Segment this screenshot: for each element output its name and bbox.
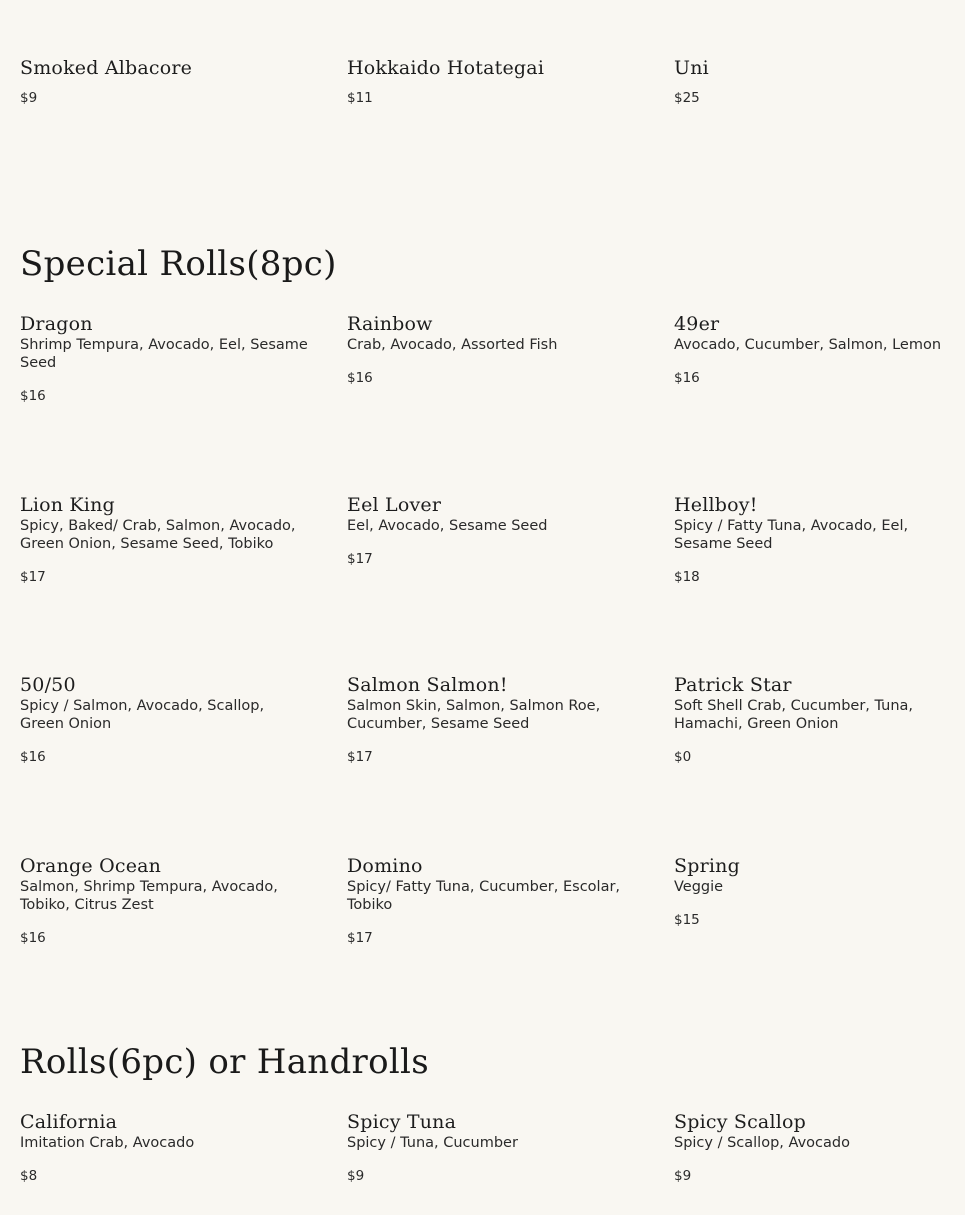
- item-name: Orange Ocean: [20, 855, 162, 877]
- menu-item: [674, 312, 959, 387]
- menu-item: [347, 493, 637, 568]
- item-price: $16: [20, 930, 46, 946]
- item-name: Hokkaido Hotategai: [347, 57, 545, 79]
- item-name: Smoked Albacore: [20, 57, 193, 79]
- item-name: Uni: [674, 57, 709, 79]
- menu-item: [347, 312, 637, 387]
- menu-item: [347, 1110, 637, 1185]
- item-price: $11: [347, 90, 373, 106]
- item-price: $8: [20, 1168, 38, 1184]
- item-name: Spicy Scallop: [674, 1111, 807, 1133]
- menu-item: [20, 493, 310, 586]
- item-description: Salmon, Shrimp Tempura, Avocado, Tobiko, Citrus Zest: [20, 879, 278, 913]
- menu-item: [347, 673, 637, 766]
- item-name: California: [20, 1111, 118, 1133]
- item-price: $17: [347, 551, 373, 567]
- item-description: Salmon Skin, Salmon, Salmon Roe, Cucumber, Sesame Seed: [347, 698, 601, 732]
- item-description: Eel, Avocado, Sesame Seed: [347, 518, 548, 534]
- section-title-special-rolls: Special Rolls(8pc): [20, 244, 337, 284]
- item-name: 49er: [674, 313, 720, 335]
- item-description: Soft Shell Crab, Cucumber, Tuna, Hamachi, Green Onion: [674, 698, 914, 732]
- item-name: Domino: [347, 855, 423, 877]
- menu-item: [20, 1110, 310, 1185]
- item-description: Spicy / Tuna, Cucumber: [347, 1135, 518, 1151]
- item-description: Spicy / Fatty Tuna, Avocado, Eel, Sesame Seed: [674, 518, 909, 552]
- item-description: Crab, Avocado, Assorted Fish: [347, 337, 558, 353]
- menu-item: [20, 312, 310, 405]
- item-description: Imitation Crab, Avocado: [20, 1135, 195, 1151]
- item-description: Spicy / Salmon, Avocado, Scallop, Green Onion: [20, 698, 265, 732]
- item-name: Hellboy!: [674, 494, 758, 516]
- item-description: Veggie: [674, 879, 724, 895]
- item-price: $25: [674, 90, 700, 106]
- menu-item: [674, 854, 959, 929]
- section-title-rolls: Rolls(6pc) or Handrolls: [20, 1042, 429, 1082]
- item-price: $9: [674, 1168, 692, 1184]
- item-name: 50/50: [20, 674, 76, 696]
- item-price: $17: [347, 930, 373, 946]
- menu-item: [674, 1110, 959, 1185]
- item-price: $18: [674, 569, 700, 585]
- item-price: $16: [674, 370, 700, 386]
- item-price: $0: [674, 749, 692, 765]
- item-name: Rainbow: [347, 313, 433, 335]
- item-name: Dragon: [20, 313, 93, 335]
- menu-item: [674, 56, 959, 107]
- item-price: $16: [20, 388, 46, 404]
- item-name: Eel Lover: [347, 494, 442, 516]
- menu-item: [674, 673, 959, 766]
- menu-item: [20, 673, 310, 766]
- item-name: Spring: [674, 855, 740, 877]
- item-description: Avocado, Cucumber, Salmon, Lemon: [674, 337, 942, 353]
- item-description: Spicy, Baked/ Crab, Salmon, Avocado, Green Onion, Sesame Seed, Tobiko: [20, 518, 296, 552]
- item-price: $17: [347, 749, 373, 765]
- item-price: $9: [347, 1168, 365, 1184]
- item-name: Patrick Star: [674, 674, 792, 696]
- item-name: Salmon Salmon!: [347, 674, 508, 696]
- item-price: $16: [20, 749, 46, 765]
- item-price: $15: [674, 912, 700, 928]
- item-name: Spicy Tuna: [347, 1111, 457, 1133]
- item-price: $9: [20, 90, 38, 106]
- item-name: Lion King: [20, 494, 115, 516]
- item-price: $16: [347, 370, 373, 386]
- menu-item: [674, 493, 959, 586]
- item-price: $17: [20, 569, 46, 585]
- item-description: Shrimp Tempura, Avocado, Eel, Sesame Seed: [20, 337, 308, 371]
- menu-item: [20, 56, 310, 107]
- item-description: Spicy / Scallop, Avocado: [674, 1135, 850, 1151]
- item-description: Spicy/ Fatty Tuna, Cucumber, Escolar, Tobiko: [347, 879, 621, 913]
- menu-item: [347, 854, 637, 947]
- menu-item: [20, 854, 310, 947]
- menu-item: [347, 56, 637, 107]
